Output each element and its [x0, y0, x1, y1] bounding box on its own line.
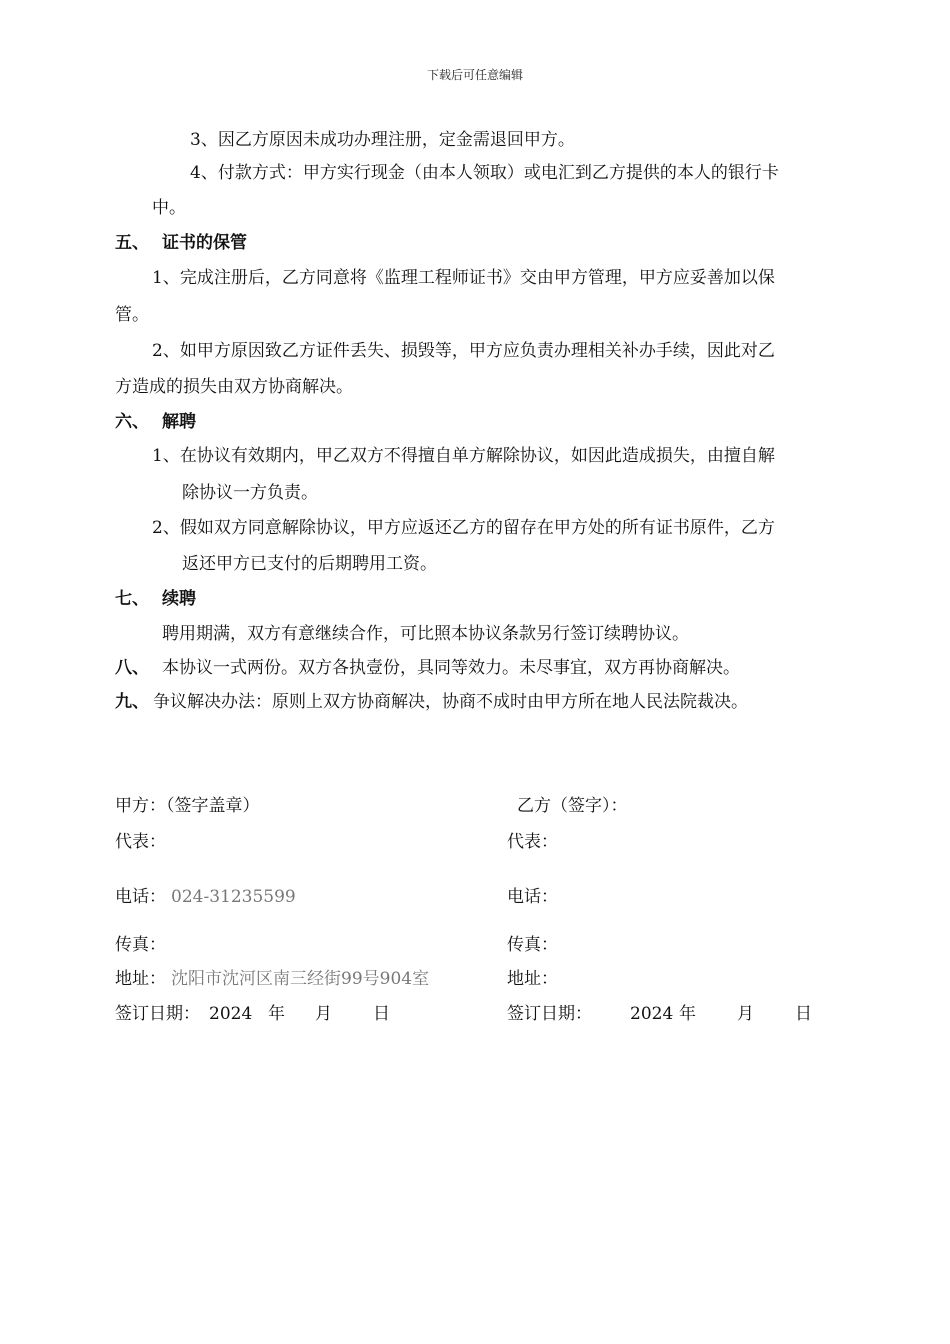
- party-a-year-unit: 年: [268, 1004, 285, 1024]
- party-a-representative: 代表：: [115, 832, 166, 852]
- section-5-title: 证书的保管: [162, 233, 247, 253]
- party-a-address-label: 地址：: [115, 969, 166, 989]
- clause-6-2-line1: 2、假如双方同意解除协议，甲方应返还乙方的留存在甲方处的所有证书原件，乙方: [152, 518, 775, 538]
- clause-7-body: 聘用期满，双方有意继续合作，可比照本协议条款另行签订续聘协议。: [162, 624, 689, 644]
- clause-5-2-line1: 2、如甲方原因致乙方证件丢失、损毁等，甲方应负责办理相关补办手续，因此对乙: [152, 341, 775, 361]
- party-b-month-unit: 月: [737, 1004, 754, 1024]
- clause-5-1-line2: 管。: [115, 305, 149, 325]
- party-b-year-unit: 年: [679, 1004, 696, 1024]
- clause-6-1-line1: 1、在协议有效期内，甲乙双方不得擅自单方解除协议，如因此造成损失，由擅自解: [152, 446, 775, 466]
- party-b-representative: 代表：: [507, 832, 558, 852]
- party-a-date-year: 2024: [209, 1004, 253, 1024]
- party-a-phone-value: 024-31235599: [171, 887, 296, 907]
- party-a-title: 甲方：（签字盖章）: [115, 796, 260, 816]
- party-b-address-label: 地址：: [507, 969, 558, 989]
- party-a-date-label: 签订日期：: [115, 1004, 200, 1024]
- clause-6-2-line2: 返还甲方已支付的后期聘用工资。: [182, 554, 437, 574]
- section-5-number: 五、: [115, 233, 149, 253]
- section-6-number: 六、: [115, 412, 149, 432]
- section-6-title: 解聘: [162, 412, 196, 432]
- clause-4-4-line1: 4、付款方式：甲方实行现金（由本人领取）或电汇到乙方提供的本人的银行卡: [190, 163, 779, 183]
- party-a-month-unit: 月: [315, 1004, 332, 1024]
- clause-4-4-line2: 中。: [152, 198, 186, 218]
- party-b-date-year: 2024: [630, 1004, 674, 1024]
- section-7-number: 七、: [115, 589, 149, 609]
- party-b-fax: 传真：: [507, 935, 558, 955]
- clause-5-2-line2: 方造成的损失由双方协商解决。: [115, 377, 353, 397]
- clause-6-1-line2: 除协议一方负责。: [182, 483, 318, 503]
- clause-8-body: 本协议一式两份。双方各执壹份，具同等效力。未尽事宜，双方再协商解决。: [162, 658, 740, 678]
- clause-4-3: 3、因乙方原因未成功办理注册，定金需退回甲方。: [190, 130, 575, 150]
- party-a-phone-label: 电话：: [115, 887, 166, 907]
- clause-9-body: 争议解决办法：原则上双方协商解决，协商不成时由甲方所在地人民法院裁决。: [153, 692, 748, 712]
- section-9-number: 九、: [115, 692, 149, 712]
- page-header: 下载后可任意编辑: [426, 68, 523, 82]
- section-8-number: 八、: [115, 658, 149, 678]
- section-7-title: 续聘: [162, 589, 196, 609]
- party-a-fax: 传真：: [115, 935, 166, 955]
- party-b-date-label: 签订日期：: [507, 1004, 592, 1024]
- clause-5-1-line1: 1、完成注册后，乙方同意将《监理工程师证书》交由甲方管理，甲方应妥善加以保: [152, 268, 775, 288]
- party-a-address-value: 沈阳市沈河区南三经街99号904室: [171, 969, 430, 989]
- party-a-day-unit: 日: [373, 1004, 390, 1024]
- party-b-day-unit: 日: [795, 1004, 812, 1024]
- party-b-phone-label: 电话：: [507, 887, 558, 907]
- party-b-title: 乙方（签字）：: [517, 796, 628, 816]
